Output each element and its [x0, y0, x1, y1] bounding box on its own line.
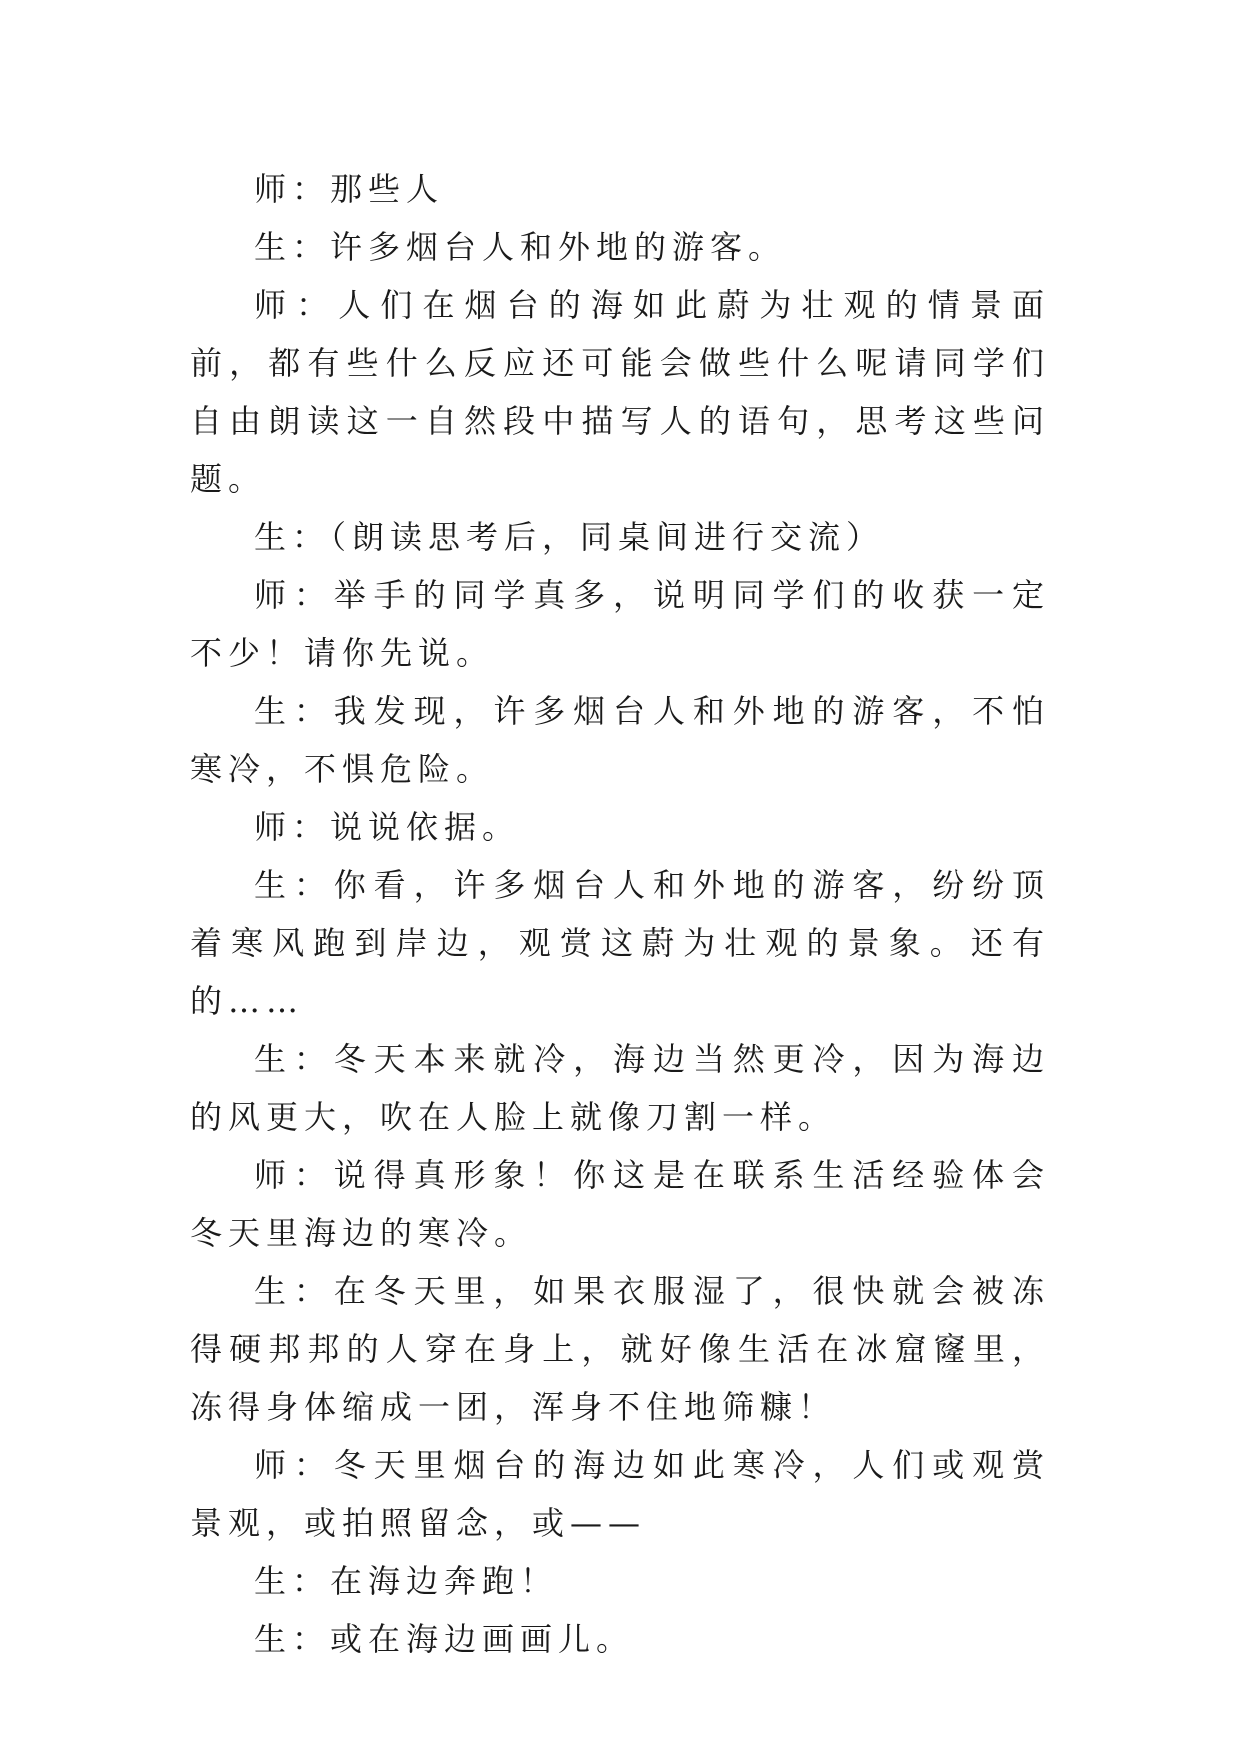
paragraph: 师：说得真形象！你这是在联系生活经验体会冬天里海边的寒冷。 — [190, 1156, 1050, 1252]
paragraph: 生：我发现，许多烟台人和外地的游客，不怕寒冷，不惧危险。 — [190, 692, 1050, 788]
paragraph: 生：你看，许多烟台人和外地的游客，纷纷顶着寒风跑到岸边，观赏这蔚为壮观的景象。还有的…… — [190, 866, 1050, 1020]
paragraph: 师：举手的同学真多，说明同学们的收获一定不少！请你先说。 — [190, 576, 1050, 672]
paragraph: 师：人们在烟台的海如此蔚为壮观的情景面前，都有些什么反应还可能会做些什么呢请同学们自由朗读这一自然段中描写人的语句，思考这些问题。 — [190, 286, 1050, 498]
paragraph: 师：冬天里烟台的海边如此寒冷，人们或观赏景观，或拍照留念，或—— — [190, 1446, 1050, 1542]
paragraph: 生：许多烟台人和外地的游客。 — [254, 228, 787, 266]
paragraph: 师：那些人 — [254, 170, 445, 208]
paragraph: 生：在海边奔跑！ — [254, 1562, 559, 1600]
paragraph: 师：说说依据。 — [254, 808, 521, 846]
paragraph: 生：（朗读思考后，同桌间进行交流） — [254, 518, 885, 556]
document-page — [190, 160, 1050, 1668]
paragraph: 生：在冬天里，如果衣服湿了，很快就会被冻得硬邦邦的人穿在身上，就好像生活在冰窟窿里，冻得身体缩成一团，浑身不住地筛糠！ — [190, 1272, 1050, 1426]
paragraph: 生：或在海边画画儿。 — [254, 1620, 635, 1658]
paragraph: 生：冬天本来就冷，海边当然更冷，因为海边的风更大，吹在人脸上就像刀割一样。 — [190, 1040, 1050, 1136]
